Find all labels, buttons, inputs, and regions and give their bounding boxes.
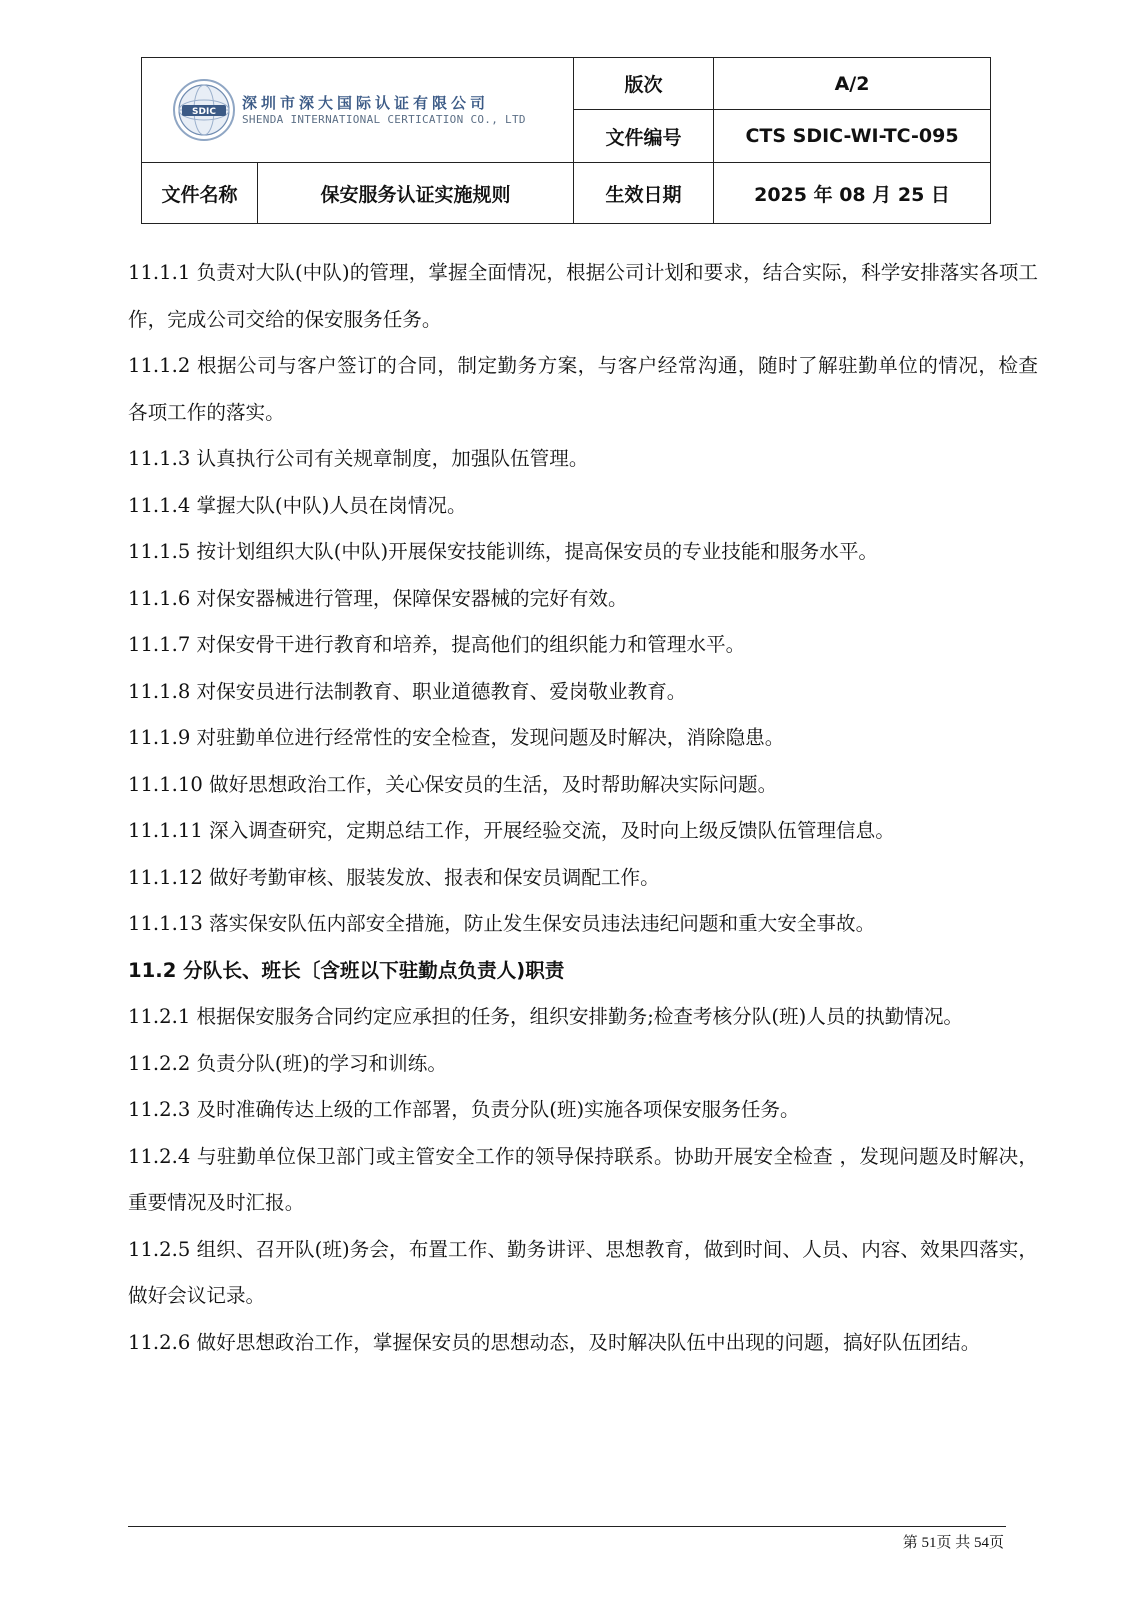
clause-paragraph: 11.1.6 对保安器械进行管理，保障保安器械的完好有效。	[128, 586, 628, 610]
version-label: 版次	[574, 58, 714, 110]
clause-paragraph: 11.2.4 与驻勤单位保卫部门或主管安全工作的领导保持联系。协助开展安全检查 ，发现问题及时解决，重要情况及时汇报。	[128, 1144, 1038, 1214]
clause-paragraph: 11.1.13 落实保安队伍内部安全措施，防止发生保安员违法违纪问题和重大安全事故。	[128, 912, 876, 935]
section-heading: 11.2 分队长、班长〔含班以下驻勤点负责人)职责	[128, 958, 565, 982]
clause-paragraph: 11.2.6 做好思想政治工作，掌握保安员的思想动态，及时解决队伍中出现的问题，搞好队伍团结。	[128, 1330, 981, 1354]
clause-paragraph: 11.2.2 负责分队(班)的学习和训练。	[128, 1051, 447, 1075]
clause-paragraph: 11.1.7 对保安骨干进行教育和培养，提高他们的组织能力和管理水平。	[128, 633, 746, 656]
company-name-en: SHENDA INTERNATIONAL CERTICATION CO., LTD	[242, 112, 526, 126]
version-value: A/2	[714, 58, 991, 110]
company-logo-icon	[172, 78, 236, 142]
clause-paragraph: 11.2.1 根据保安服务合同约定应承担的任务，组织安排勤务;检查考核分队(班)人员的执勤情况。	[128, 1005, 964, 1028]
clause-paragraph: 11.1.9 对驻勤单位进行经常性的安全检查，发现问题及时解决，消除隐患。	[128, 726, 785, 749]
clause-paragraph: 11.1.11 深入调查研究，定期总结工作，开展经验交流，及时向上级反馈队伍管理信息。	[128, 819, 895, 842]
clause-paragraph: 11.1.1 负责对大队(中队)的管理，掌握全面情况，根据公司计划和要求，结合实际，科学安排落实各项工作，完成公司交给的保安服务任务。	[128, 261, 1038, 331]
clause-paragraph: 11.1.10 做好思想政治工作，关心保安员的生活，及时帮助解决实际问题。	[128, 772, 778, 796]
clause-paragraph: 11.1.5 按计划组织大队(中队)开展保安技能训练，提高保安员的专业技能和服务水平。	[128, 540, 879, 563]
effective-date-value: 2025 年 08 月 25 日	[714, 163, 991, 224]
clause-paragraph: 11.2.5 组织、召开队(班)务会，布置工作、勤务讲评、思想教育，做到时间、人员、内容、效果四落实，做好会议记录。	[128, 1237, 1038, 1307]
effective-date-label: 生效日期	[574, 163, 714, 224]
doc-number-label: 文件编号	[574, 110, 714, 163]
footer-divider	[128, 1526, 1006, 1527]
clause-paragraph: 11.1.12 做好考勤审核、服装发放、报表和保安员调配工作。	[128, 865, 660, 889]
document-body	[128, 250, 1038, 1366]
doc-name-value: 保安服务认证实施规则	[258, 163, 574, 224]
doc-name-label: 文件名称	[142, 163, 258, 224]
clause-paragraph: 11.1.2 根据公司与客户签订的合同，制定勤务方案，与客户经常沟通，随时了解驻勤单位的情况，检查各项工作的落实。	[128, 354, 1038, 424]
doc-number-value: CTS SDIC-WI-TC-095	[714, 110, 991, 163]
page-number: 第 51页 共 54页	[902, 1535, 1004, 1551]
clause-paragraph: 11.1.4 掌握大队(中队)人员在岗情况。	[128, 493, 467, 517]
clause-paragraph: 11.2.3 及时准确传达上级的工作部署，负责分队(班)实施各项保安服务任务。	[128, 1098, 800, 1121]
document-header-table	[141, 57, 991, 224]
logo-text: SDIC	[192, 107, 216, 117]
company-name-cn: 深圳市深大国际认证有限公司	[242, 93, 490, 112]
clause-paragraph: 11.1.8 对保安员进行法制教育、职业道德教育、爱岗敬业教育。	[128, 679, 687, 703]
clause-paragraph: 11.1.3 认真执行公司有关规章制度，加强队伍管理。	[128, 447, 589, 470]
company-logo-cell	[142, 58, 574, 163]
